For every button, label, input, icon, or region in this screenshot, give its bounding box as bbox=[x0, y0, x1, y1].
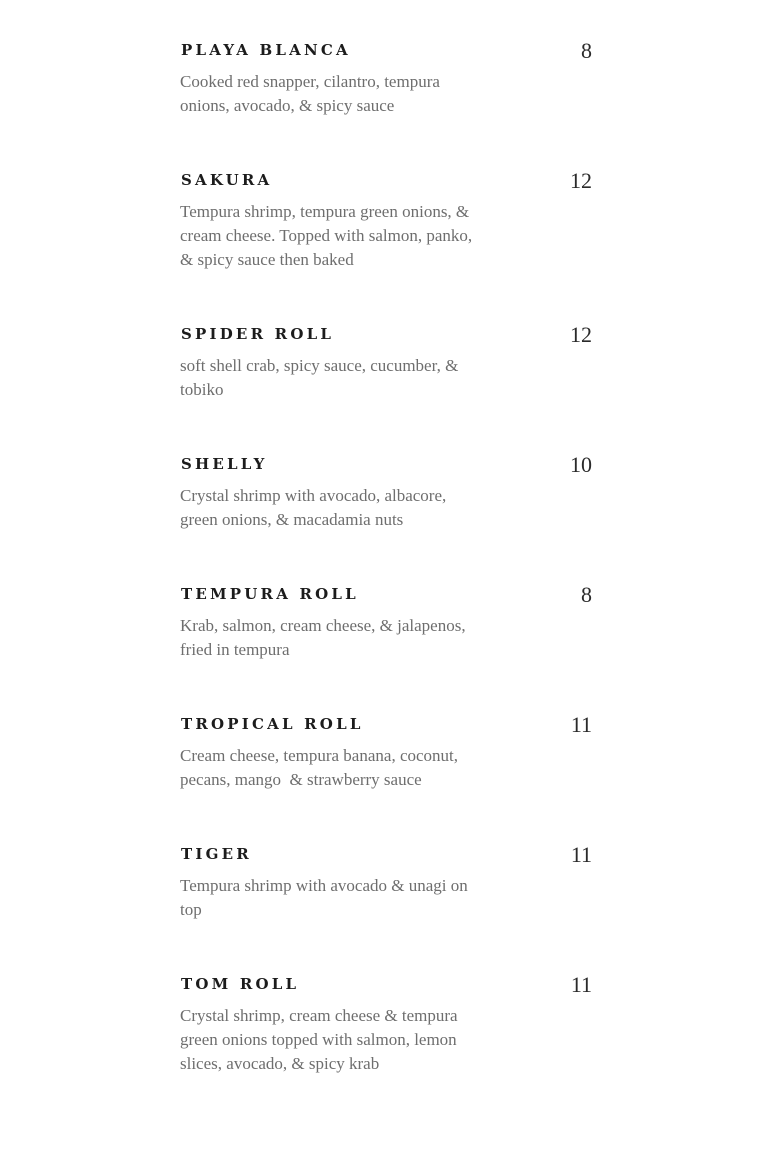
item-description: Tempura shrimp, tempura green onions, & cream cheese. Topped with salmon, panko, & spicy sauce then baked bbox=[180, 202, 477, 269]
item-name: PLAYA BLANCA bbox=[181, 41, 351, 59]
item-description: Cooked red snapper, cilantro, tempura onions, avocado, & spicy sauce bbox=[180, 72, 445, 115]
item-description: Tempura shrimp with avocado & unagi on top bbox=[180, 876, 472, 919]
menu-item-shelly bbox=[180, 454, 592, 532]
item-description: Krab, salmon, cream cheese, & jalapenos, fried in tempura bbox=[180, 616, 470, 659]
item-price: 8 bbox=[581, 38, 592, 63]
item-name: TIGER bbox=[181, 845, 252, 863]
menu-item-spider-roll bbox=[180, 324, 592, 402]
item-price: 11 bbox=[570, 972, 592, 997]
item-description: Cream cheese, tempura banana, coconut, pecans, mango & strawberry sauce bbox=[180, 746, 463, 789]
menu-item-tempura-roll bbox=[180, 584, 592, 662]
item-description: Crystal shrimp with avocado, albacore, green onions, & macadamia nuts bbox=[180, 486, 451, 529]
menu-item-tom-roll bbox=[180, 974, 592, 1076]
item-price: 12 bbox=[570, 322, 592, 347]
item-name: TROPICAL ROLL bbox=[181, 715, 364, 733]
item-name: SAKURA bbox=[181, 171, 273, 189]
menu-item-tropical-roll bbox=[180, 714, 592, 792]
item-description: Crystal shrimp, cream cheese & tempura green onions topped with salmon, lemon slices, avocado, & spicy krab bbox=[180, 1006, 462, 1073]
menu-list bbox=[180, 40, 592, 1128]
item-price: 10 bbox=[570, 452, 592, 477]
menu-item-tiger bbox=[180, 844, 592, 922]
menu-item-playa-blanca bbox=[180, 40, 592, 118]
item-price: 12 bbox=[570, 168, 592, 193]
menu-item-sakura bbox=[180, 170, 592, 272]
item-price: 11 bbox=[570, 842, 592, 867]
item-description: soft shell crab, spicy sauce, cucumber, & tobiko bbox=[180, 356, 463, 399]
item-name: TOM ROLL bbox=[181, 975, 300, 993]
item-price: 11 bbox=[570, 712, 592, 737]
item-price: 8 bbox=[581, 582, 592, 607]
item-name: SPIDER ROLL bbox=[181, 325, 335, 343]
item-name: TEMPURA ROLL bbox=[181, 585, 359, 603]
item-name: SHELLY bbox=[181, 455, 268, 473]
